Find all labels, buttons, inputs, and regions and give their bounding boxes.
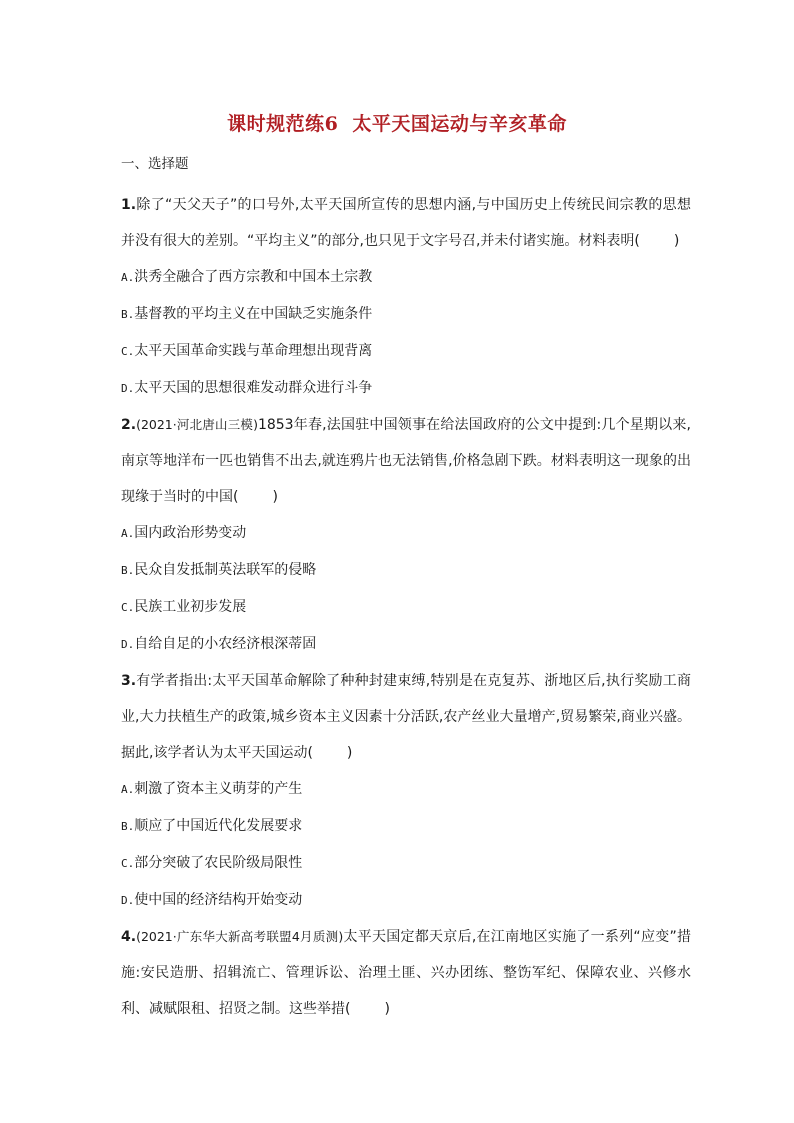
question-3 (121, 663, 691, 771)
question-list (121, 187, 691, 1027)
question-stem: 有学者指出:太平天国革命解除了种种封建束缚,特别是在克复苏、浙地区后,执行奖励工商业,大力扶植生产的政策,城乡资本主义因素十分活跃,农产丝业大量增产,贸易繁荣,商业兴盛。据此,该学者认为太平天国运动( (121, 673, 691, 761)
question-number: 4. (121, 929, 137, 945)
question-1 (121, 187, 691, 259)
question-stem: 除了“天父天子”的口号外,太平天国所宣传的思想内涵,与中国历史上传统民间宗教的思想并没有很大的差别。“平均主义”的部分,也只见于文字号召,并未付诸实施。材料表明( (121, 197, 691, 249)
answer-paren-close: ) (346, 745, 353, 761)
option-a: A.刺激了资本主义萌芽的产生 (121, 781, 303, 797)
question-number: 2. (121, 417, 137, 433)
question-2 (121, 407, 691, 515)
answer-paren-close: ) (384, 1001, 390, 1017)
question-number: 3. (121, 673, 137, 689)
option-d: D.使中国的经济结构开始变动 (121, 892, 303, 908)
answer-paren-close: ) (272, 489, 278, 505)
title-main: 课时规范练6 (227, 113, 339, 135)
answer-paren-close: ) (673, 233, 680, 249)
option-c: C.太平天国革命实践与革命理想出现背离 (121, 343, 373, 359)
option-b: B.基督教的平均主义在中国缺乏实施条件 (121, 306, 373, 322)
title-sub: 太平天国运动与辛亥革命 (352, 113, 567, 135)
page-title (0, 109, 794, 136)
question-source: (2021·广东华大新高考联盟4月质测) (136, 929, 344, 944)
question-stem: 1853年春,法国驻中国领事在给法国政府的公文中提到:几个星期以来,南京等地洋布一匹也销售不出去,就连鸦片也无法销售,价格急剧下跌。材料表明这一现象的出现缘于当时的中国( (121, 417, 691, 505)
question-stem: 太平天国定都天京后,在江南地区实施了一系列“应变”措施:安民造册、招辑流亡、管理诉讼、治理土匪、兴办团练、整饬军纪、保障农业、兴修水利、减赋限租、招贤之制。这些举措( (121, 929, 691, 1017)
option-c: C.部分突破了农民阶级局限性 (121, 855, 303, 871)
question-number: 1. (121, 197, 137, 213)
option-d: D.自给自足的小农经济根深蒂固 (121, 636, 317, 652)
option-d: D.太平天国的思想很难发动群众进行斗争 (121, 380, 373, 396)
option-b: B.顺应了中国近代化发展要求 (121, 818, 303, 834)
question-source: (2021·河北唐山三模) (136, 417, 258, 432)
option-a: A.国内政治形势变动 (121, 525, 247, 541)
option-c: C.民族工业初步发展 (121, 599, 247, 615)
option-a: A.洪秀全融合了西方宗教和中国本土宗教 (121, 269, 373, 285)
option-b: B.民众自发抵制英法联军的侵略 (121, 562, 317, 578)
section-heading: 一、选择题 (121, 156, 189, 172)
question-4 (121, 919, 691, 1027)
